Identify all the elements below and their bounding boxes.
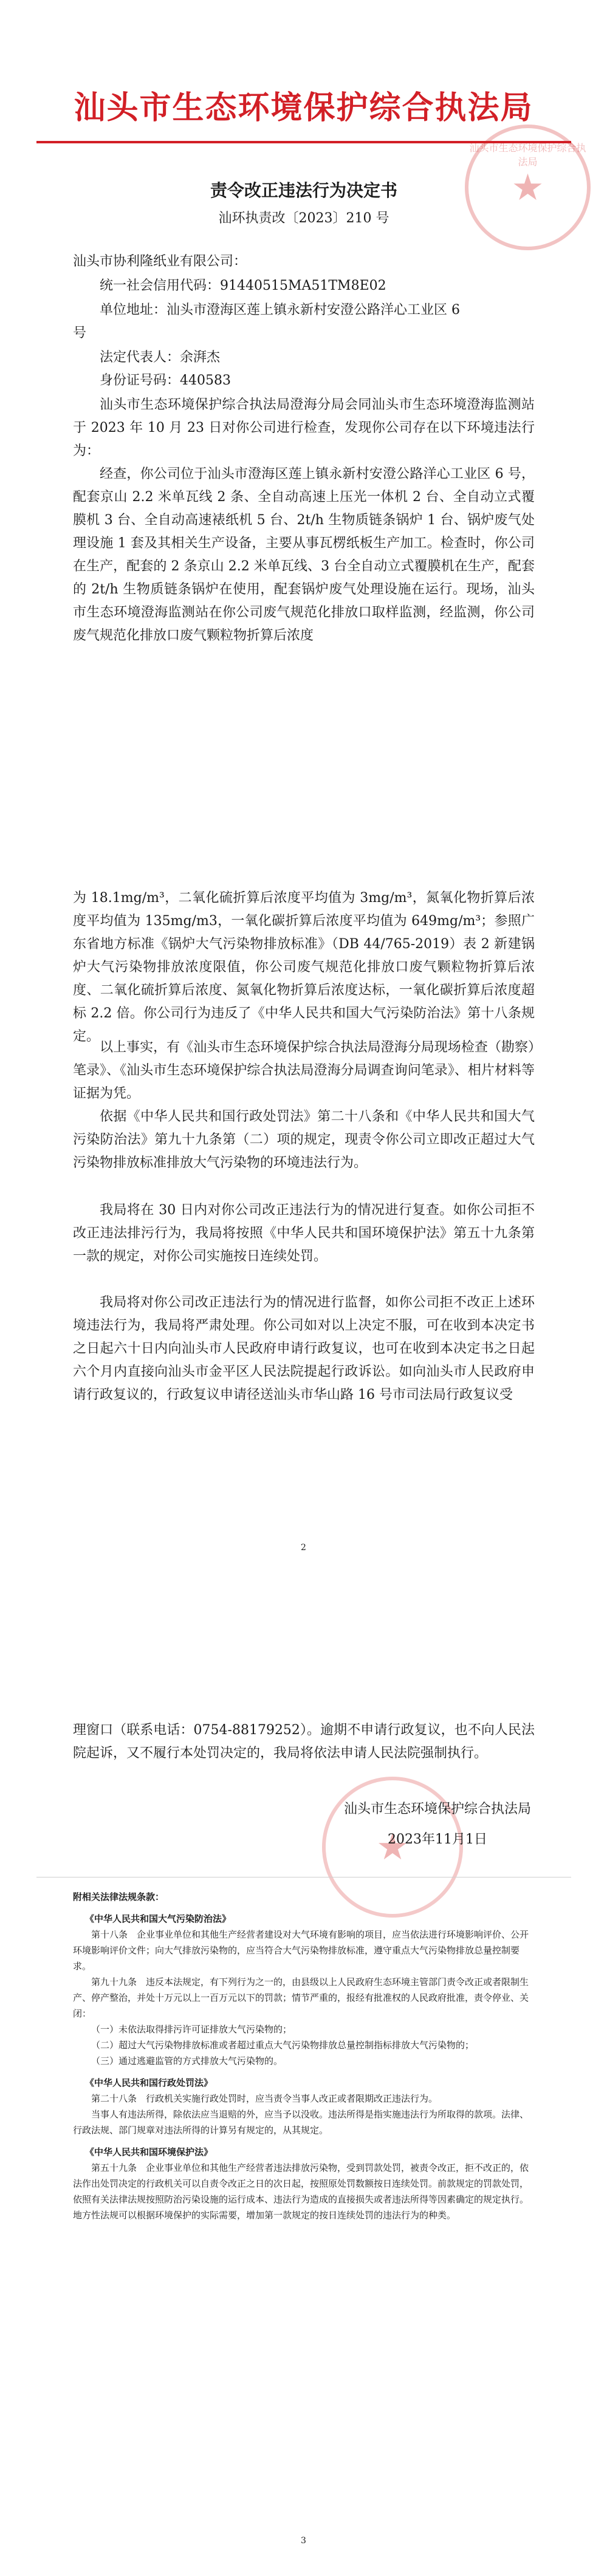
law-title-environment: 《中华人民共和国环境保护法》 [85,2147,213,2157]
field-address-cont: 号 [73,326,87,341]
law-item: （二）超过大气污染物排放标准或者超过重点大气污染物排放总量控制指标排放大气污染物的； [91,2040,475,2051]
field-address: 单位地址：汕头市澄海区莲上镇永新村安澄公路洋心工业区 6 [100,302,460,318]
law-article: 第十八条 企业事业单位和其他生产经营者建设对大气环境有影响的项目，应当依法进行环境影响评价、公开环境影响评价文件；向大气排放污染物的，应当符合大气污染物排放标准，遵守重点大气污染物排放总量控制要求。 [73,1929,529,1972]
law-article: 当事人有违法所得，除依法应当退赔的外，应当予以没收。违法所得是指实施违法行为所取得的款项。法律、行政法规、部门规章对违法所得的计算另有规定的，从其规定。 [73,2109,529,2136]
paragraph-findings: 经查，你公司位于汕头市澄海区莲上镇永新村安澄公路洋心工业区 6 号，配套京山 2.2 米单瓦线 2 条、全自动高速上压光一体机 2 台、全自动立式覆膜机 3 台、全自动高速裱纸机 5 台、2t/h 生物质链条锅炉 1 台、锅炉废气处理设施 1 套及其相关生产设备，主要从事瓦楞纸板生产加工。检查时，你公司在生产，配套的 2 条京山 2.2 米单瓦线、3 台全自动立式覆膜机在生产，配套的 2t/h 生物质链条锅炉在使用，配套锅炉废气处理设施在运行。现场，汕头市生态环境澄海监测站在你公司废气规范化排放口取样监测，经监测，你公司废气规范化排放口废气颗粒物折算后浓度 [73,466,535,643]
seal-star-icon: ★ [511,166,544,209]
law-title-penalty: 《中华人民共和国行政处罚法》 [85,2077,213,2088]
law-title-air: 《中华人民共和国大气污染防治法》 [85,1913,231,1924]
paragraph-appeal-contact: 理窗口（联系电话：0754-88179252）。逾期不申请行政复议，也不向人民法院起诉，又不履行本处罚决定的，我局将依法申请人民法院强制执行。 [73,1723,535,1761]
page-number-2: 2 [301,1543,306,1553]
paragraph-measurements: 为 18.1mg/m³，二氧化硫折算后浓度平均值为 3mg/m³，氮氧化物折算后浓度平均值为 135mg/m3，一氧化碳折算后浓度平均值为 649mg/m³；参照广东省地方标准《锅炉大气污染物排放标准》（DB 44/765-2019）表 2 新建锅炉大气污染物排放浓度限值，你公司废气规范化排放口废气颗粒物折算后浓度、二氧化硫折算后浓度、氮氧化物折算后浓度达标，一氧化碳折算后浓度超标 2.2 倍。你公司行为违反了《中华人民共和国大气污染防治法》第十八条规定。 [73,890,535,1044]
seal-star-icon: ★ [376,1826,409,1868]
paragraph-evidence: 以上事实，有《汕头市生态环境保护综合执法局澄海分局现场检查（勘察）笔录》、《汕头市生态环境保护综合执法局澄海分局调查询问笔录》、相片材料等证据为凭。 [73,1040,535,1101]
document-number: 汕环执责改〔2023〕210 号 [218,211,389,226]
appendix [73,1889,535,2223]
law-item: （三）通过逃避监管的方式排放大气污染物的。 [91,2055,283,2066]
field-legal-rep: 法定代表人：余湃杰 [100,350,221,365]
law-article: 第九十九条 违反本法规定，有下列行为之一的，由县级以上人民政府生态环境主管部门责令改正或者限制生产、停产整治，并处十万元以上一百万元以下的罚款；情节严重的，报经有批准权的人民政府批准，责令停业、关闭： [73,1976,529,2019]
page-number-3: 3 [301,2536,306,2546]
paragraph-appeal-rights: 我局将对你公司改正违法行为的情况进行监督，如你公司拒不改正上述环境违法行为，我局将严肃处理。你公司如对以上决定不服，可在收到本决定书之日起六十日内向汕头市人民政府申请行政复议，也可在收到本决定书之日起六个月内直接向汕头市金平区人民法院提起行政诉讼。如向汕头市人民政府申请行政复议的，行政复议申请径送汕头市华山路 16 号市司法局行政复议受 [73,1295,535,1402]
law-article: 第二十八条 行政机关实施行政处罚时，应当责令当事人改正或者限期改正违法行为。 [91,2093,438,2104]
signature-agency: 汕头市生态环境保护综合执法局 [343,1802,531,1817]
signature-date: 2023年11月1日 [388,1832,487,1847]
law-article: 第五十九条 企业事业单位和其他生产经营者违法排放污染物，受到罚款处罚，被责令改正，拒不改正的，依法作出处罚决定的行政机关可以自责令改正之日的次日起，按照原处罚数额按日连续处罚。前款规定的罚款处罚，依照有关法律法规按照防治污染设施的运行成本、违法行为造成的直接损失或者违法所得等因素确定的规定执行。地方性法规可以根据环境保护的实际需要，增加第一款规定的按日连续处罚的违法行为的种类。 [73,2162,529,2221]
document-title: 责令改正违法行为决定书 [210,180,397,200]
paragraph-legal-basis: 依据《中华人民共和国行政处罚法》第二十八条和《中华人民共和国大气污染防治法》第九十九条第（二）项的规定，现责令你公司立即改正超过大气污染物排放标准排放大气污染物的环境违法行为。 [73,1109,535,1170]
seal-text: 汕头市生态环境保护综合执法局 [469,142,586,168]
addressee: 汕头市协利隆纸业有限公司： [73,254,247,269]
field-id-number: 身份证号码：440583 [100,373,231,388]
agency-banner: 汕头市生态环境保护综合执法局 [74,89,533,126]
paragraph-inspection-intro: 汕头市生态环境保护综合执法局澄海分局会同汕头市生态环境澄海监测站于 2023 年 10 月 23 日对你公司进行检查，发现你公司存在以下环境违法行为： [73,397,535,459]
appendix-heading: 附相关法律法规条款： [73,1891,165,1902]
paragraph-review: 我局将在 30 日内对你公司改正违法行为的情况进行复查。如你公司拒不改正违法排污行为，我局将按照《中华人民共和国环境保护法》第五十九条第一款的规定，对你公司实施按日连续处罚。 [73,1203,535,1264]
law-item: （一）未依法取得排污许可证排放大气污染物的； [91,2024,292,2035]
field-credit-code: 统一社会信用代码：91440515MA51TM8E02 [100,278,386,293]
